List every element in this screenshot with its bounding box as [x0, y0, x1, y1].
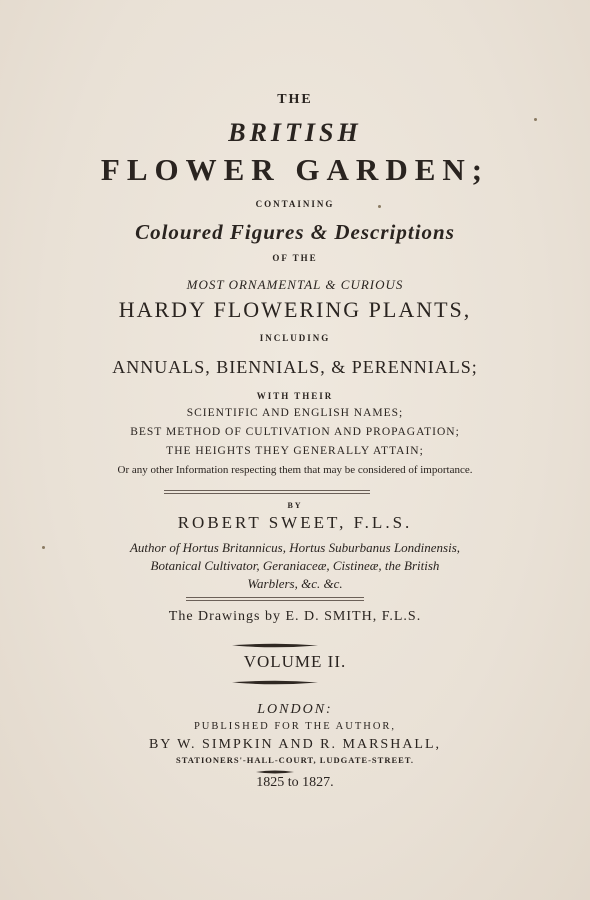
hardy-plants-heading: HARDY FLOWERING PLANTS,	[118, 297, 472, 322]
ornamental-rule-1	[232, 643, 318, 648]
scientific-names-text: SCIENTIFIC AND ENGLISH NAMES;	[186, 407, 404, 419]
title-the: THE	[277, 92, 313, 107]
author-credentials-line-1: Author of Hortus Britannicus, Hortus Suburbanus Londinensis,	[129, 540, 461, 555]
imprint-address: STATIONERS'-HALL-COURT, LUDGATE-STREET.	[176, 755, 414, 765]
title-flower-garden: FLOWER GARDEN;	[100, 152, 490, 187]
author-credentials-line-2: Botanical Cultivator, Geraniaceæ, Cistineæ, the British	[150, 558, 440, 573]
ornamental-rule-3	[256, 770, 294, 774]
best-method-text: BEST METHOD OF CULTIVATION AND PROPAGATION;	[130, 426, 460, 438]
heights-text: THE HEIGHTS THEY GENERALLY ATTAIN;	[166, 445, 424, 457]
coloured-figures-heading: Coloured Figures & Descriptions	[135, 220, 455, 244]
imprint-dates: 1825 to 1827.	[256, 775, 334, 790]
imprint-city: LONDON:	[257, 702, 333, 717]
containing-text: CONTAINING	[255, 199, 335, 209]
most-ornamental-text: MOST ORNAMENTAL & CURIOUS	[186, 277, 404, 292]
including-text: INCLUDING	[259, 333, 331, 343]
foxing-spot	[378, 205, 381, 208]
foxing-spot	[42, 546, 45, 549]
drawings-credit: The Drawings by E. D. SMITH, F.L.S.	[168, 609, 422, 624]
imprint-publishers: BY W. SIMPKIN AND R. MARSHALL,	[148, 737, 442, 752]
with-their-text: WITH THEIR	[256, 391, 334, 401]
other-information-text: Or any other Information respecting them that may be considered of importance.	[117, 464, 473, 476]
author-name: ROBERT SWEET, F.L.S.	[177, 513, 413, 532]
divider-rule-1	[164, 490, 370, 494]
ornamental-rule-2	[232, 680, 318, 685]
foxing-spot	[534, 118, 537, 121]
by-text: BY	[287, 501, 303, 510]
imprint-published: PUBLISHED FOR THE AUTHOR,	[193, 721, 397, 732]
divider-rule-2	[186, 597, 364, 601]
volume-number: VOLUME II.	[243, 652, 347, 671]
of-the-text: OF THE	[272, 253, 318, 263]
author-credentials-line-3: Warblers, &c. &c.	[247, 576, 343, 591]
title-british: BRITISH	[228, 118, 362, 147]
annuals-heading: ANNUALS, BIENNIALS, & PERENNIALS;	[112, 357, 478, 377]
